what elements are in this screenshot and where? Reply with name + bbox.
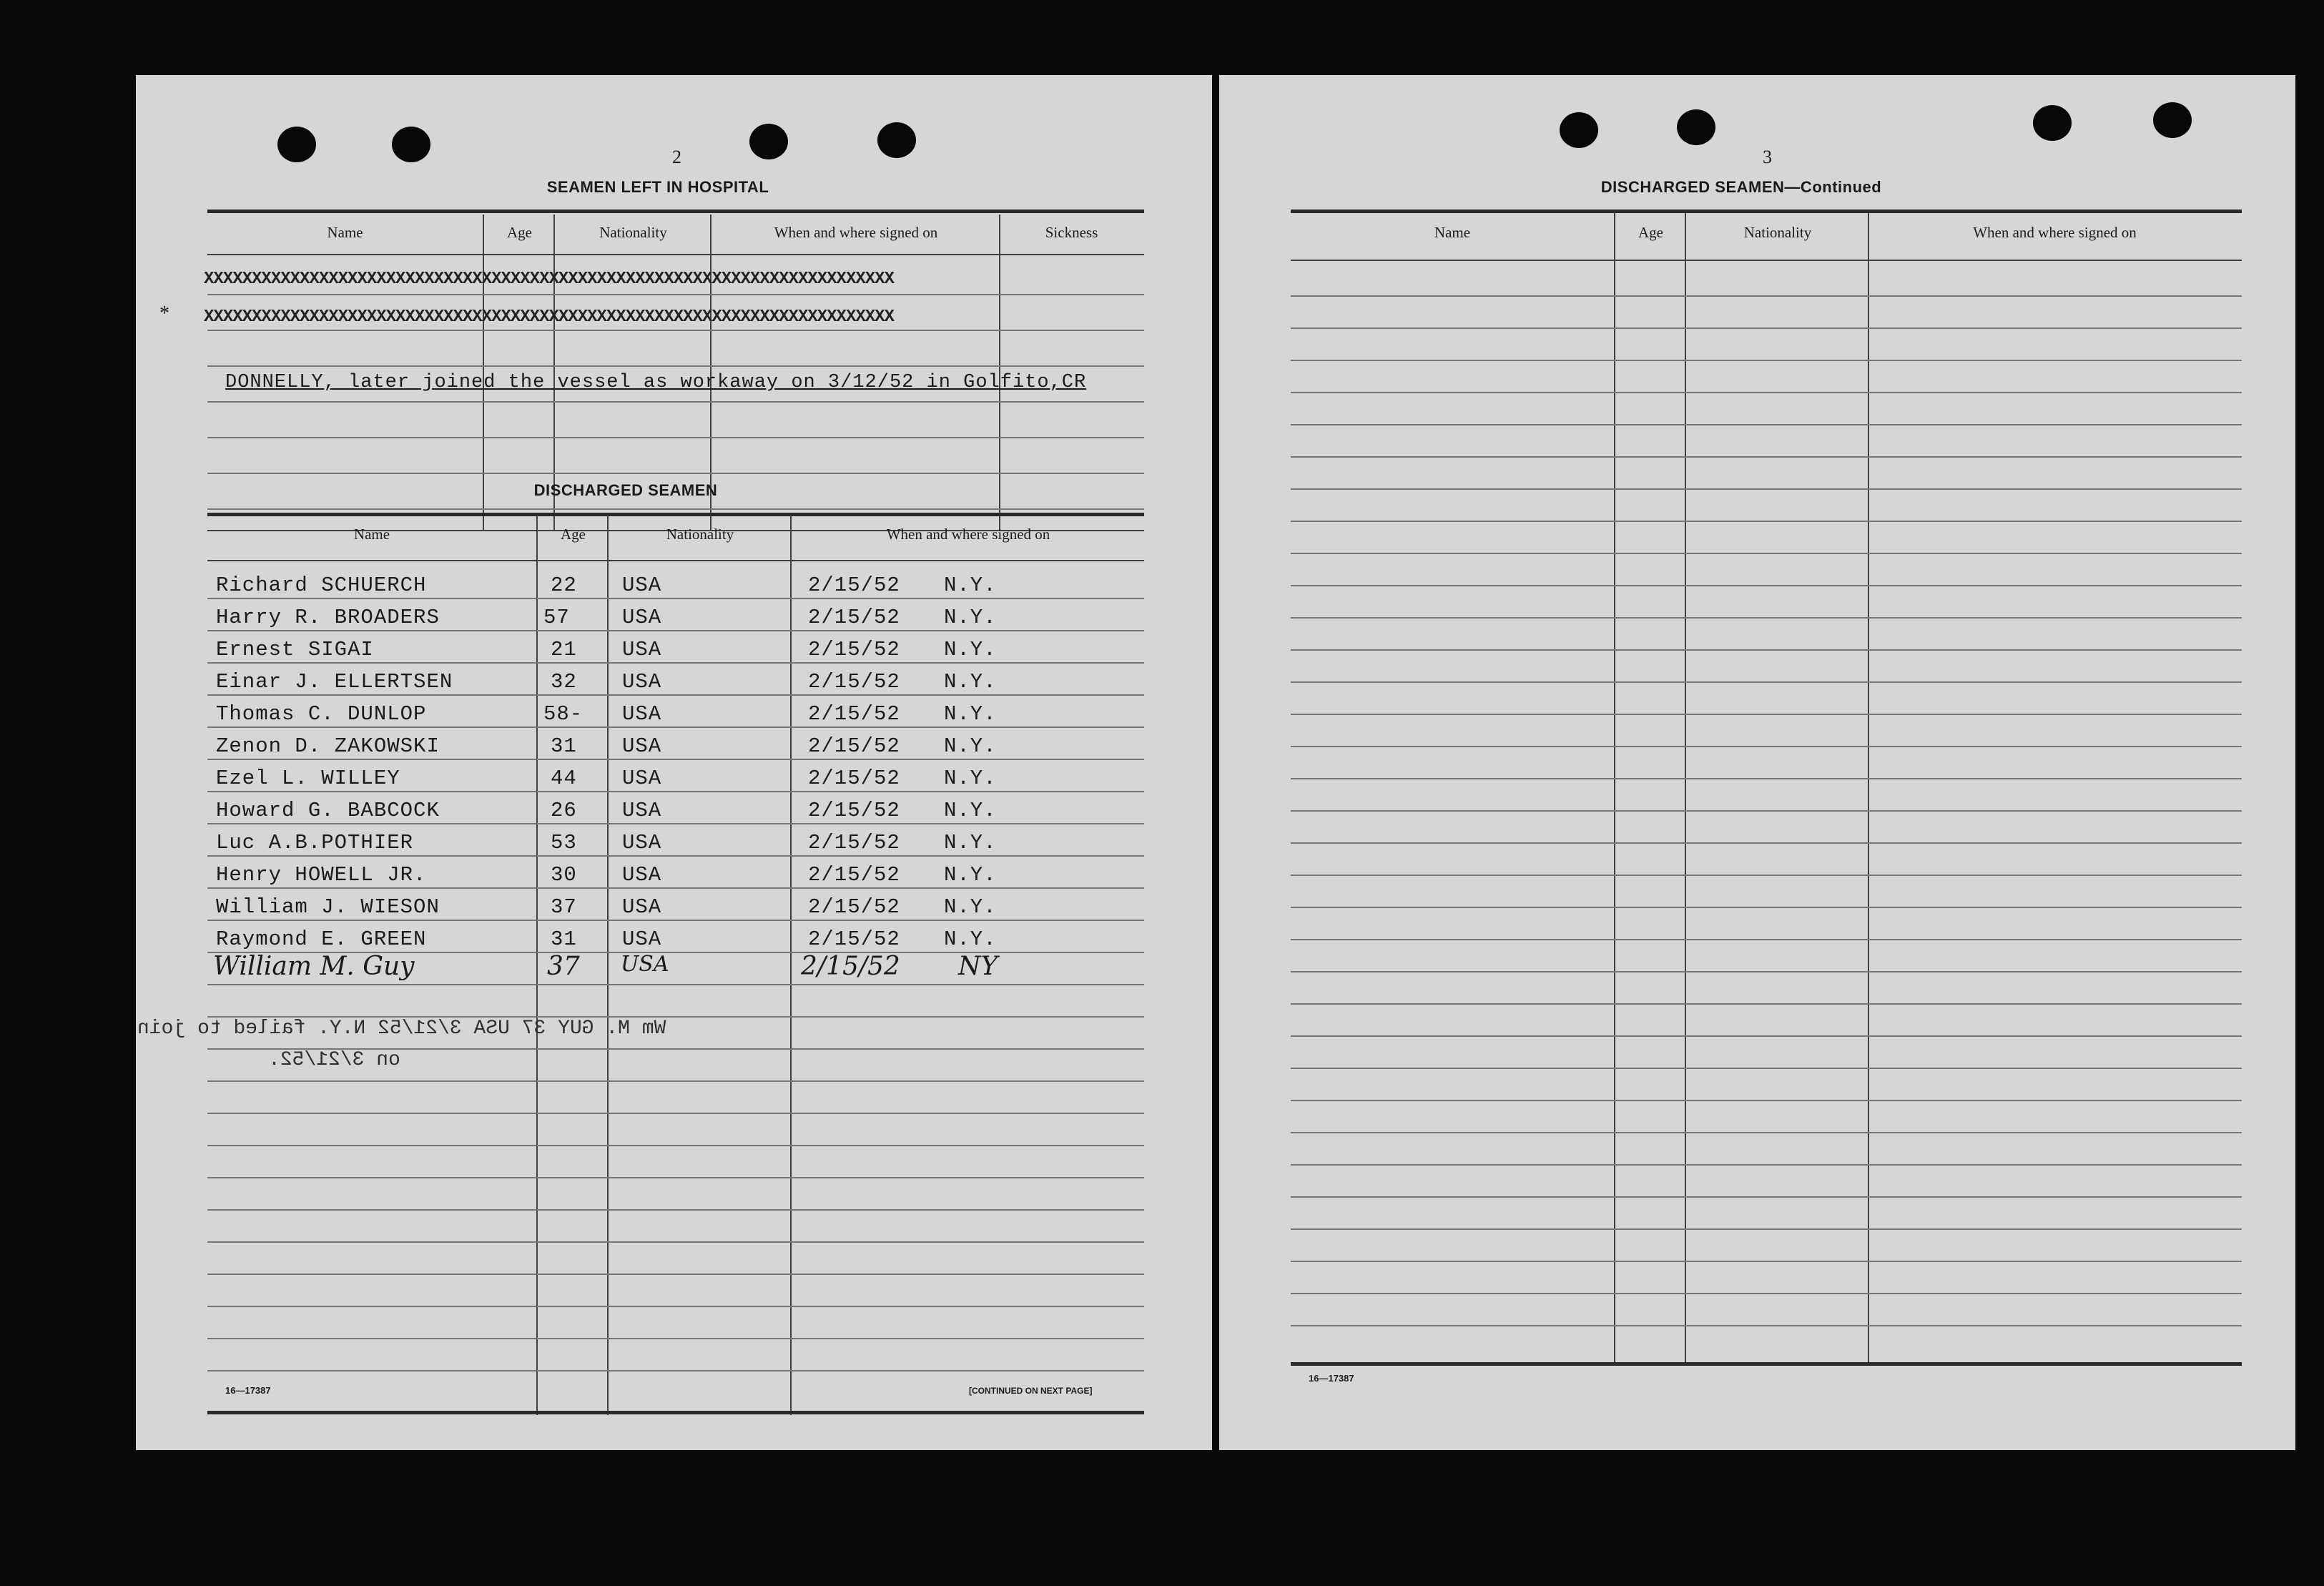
- seaman-name: Raymond E. GREEN: [216, 927, 427, 951]
- discharged-section-title: DISCHARGED SEAMEN: [533, 481, 718, 499]
- seaman-name: Luc A.B.POTHIER: [216, 831, 414, 854]
- seaman-age: 22: [551, 573, 577, 597]
- table-rule: [207, 254, 1144, 255]
- seaman-nationality: USA: [622, 638, 662, 661]
- column-divider: [607, 516, 609, 1415]
- punch-hole: [2153, 102, 2192, 138]
- hospital-note: DONNELLY, later joined the vessel as workaway on 3/12/52 in Golfito,CR: [225, 372, 1087, 393]
- signed-on-date: 2/15/52: [808, 702, 900, 726]
- punch-hole: [392, 127, 430, 162]
- seaman-name: Zenon D. ZAKOWSKI: [216, 734, 440, 758]
- seaman-nationality: USA: [622, 895, 662, 919]
- punch-hole: [749, 124, 788, 159]
- column-divider: [536, 516, 538, 1415]
- col-header-signed-on: When and where signed on: [1973, 224, 2137, 241]
- punch-hole: [1677, 109, 1715, 145]
- seaman-age: 21: [551, 638, 577, 661]
- column-divider: [1685, 212, 1686, 1365]
- signed-on-date: 2/15/52: [808, 638, 900, 661]
- seaman-nationality: USA: [622, 573, 662, 597]
- signed-on-date: 2/15/52: [808, 927, 900, 951]
- seaman-nationality: USA: [622, 734, 662, 758]
- form-number: 16—17387: [225, 1385, 271, 1396]
- seaman-nationality: USA: [622, 670, 662, 694]
- col-header-nationality: Nationality: [1743, 224, 1812, 241]
- discharged-continued-title: DISCHARGED SEAMEN—Continued: [1600, 178, 1882, 196]
- seaman-age: 26: [551, 799, 577, 822]
- column-divider: [1614, 212, 1615, 1365]
- seaman-name: Ezel L. WILLEY: [216, 767, 400, 790]
- table-rule: [207, 560, 1144, 561]
- punch-hole: [277, 127, 316, 162]
- seaman-age: 31: [551, 927, 577, 951]
- col-header-name: Name: [1434, 224, 1471, 241]
- col-header-name: Name: [327, 224, 363, 241]
- signed-on-place: N.Y.: [944, 702, 997, 726]
- table-rule: [207, 513, 1144, 516]
- column-divider: [1868, 212, 1869, 1365]
- table-rule: [1291, 260, 2242, 261]
- col-header-age: Age: [1638, 224, 1663, 241]
- col-header-age: Age: [507, 224, 532, 241]
- col-header-age: Age: [561, 526, 586, 543]
- seaman-age: 58-: [543, 702, 584, 726]
- handwritten-nationality: USA: [621, 952, 669, 977]
- signed-on-date: 2/15/52: [808, 573, 900, 597]
- bleedthrough-text: on 3/21/52.: [268, 1049, 400, 1071]
- seaman-name: Ernest SIGAI: [216, 638, 374, 661]
- seaman-nationality: USA: [622, 799, 662, 822]
- bleedthrough-text: Wm M. GUY 37 USA 3/21/52 N.Y. failed to join: [137, 1018, 666, 1040]
- signed-on-date: 2/15/52: [808, 831, 900, 854]
- signed-on-place: N.Y.: [944, 799, 997, 822]
- punch-hole: [2033, 105, 2072, 141]
- seaman-nationality: USA: [622, 767, 662, 790]
- seaman-age: 30: [551, 863, 577, 887]
- signed-on-place: N.Y.: [944, 573, 997, 597]
- handwritten-age: 37: [547, 952, 580, 981]
- signed-on-place: N.Y.: [944, 831, 997, 854]
- seaman-nationality: USA: [622, 831, 662, 854]
- table-rule: [1291, 210, 2242, 213]
- punch-hole: [1560, 112, 1598, 148]
- signed-on-place: N.Y.: [944, 670, 997, 694]
- table-rule: [207, 210, 1144, 213]
- seaman-name: Henry HOWELL JR.: [216, 863, 427, 887]
- punch-hole: [877, 122, 916, 158]
- page-number: 2: [672, 147, 681, 167]
- signed-on-date: 2/15/52: [808, 670, 900, 694]
- seaman-name: William J. WIESON: [216, 895, 440, 919]
- col-header-signed-on: When and where signed on: [886, 526, 1050, 543]
- seaman-name: Richard SCHUERCH: [216, 573, 427, 597]
- handwritten-date: 2/15/52: [801, 952, 900, 981]
- seaman-name: Harry R. BROADERS: [216, 606, 440, 629]
- seaman-name: Einar J. ELLERTSEN: [216, 670, 453, 694]
- signed-on-place: N.Y.: [944, 734, 997, 758]
- seaman-age: 32: [551, 670, 577, 694]
- col-header-name: Name: [353, 526, 390, 543]
- signed-on-date: 2/15/52: [808, 799, 900, 822]
- signed-on-place: N.Y.: [944, 767, 997, 790]
- signed-on-place: N.Y.: [944, 606, 997, 629]
- col-header-nationality: Nationality: [599, 224, 667, 241]
- column-divider: [790, 516, 792, 1415]
- hospital-section-title: SEAMEN LEFT IN HOSPITAL: [546, 178, 769, 196]
- table-rule: [207, 1411, 1144, 1414]
- left-page: [136, 75, 1212, 1450]
- col-header-nationality: Nationality: [666, 526, 734, 543]
- seaman-age: 53: [551, 831, 577, 854]
- crossed-out-entry: XXXXXXXXXXXXXXXXXXXXXXXXXXXXXXXXXXXXXXXXXXXXXXXXXXXXXXXXXXXXXXXXXXXXXXXX: [204, 270, 894, 289]
- signed-on-place: N.Y.: [944, 927, 997, 951]
- signed-on-place: N.Y.: [944, 638, 997, 661]
- signed-on-place: N.Y.: [944, 895, 997, 919]
- col-header-signed-on: When and where signed on: [774, 224, 938, 241]
- seaman-age: 31: [551, 734, 577, 758]
- signed-on-date: 2/15/52: [808, 734, 900, 758]
- seaman-name: Thomas C. DUNLOP: [216, 702, 427, 726]
- seaman-nationality: USA: [622, 927, 662, 951]
- signed-on-date: 2/15/52: [808, 895, 900, 919]
- seaman-age: 57: [543, 606, 570, 629]
- right-page: [1219, 75, 2295, 1450]
- crossed-out-entry: XXXXXXXXXXXXXXXXXXXXXXXXXXXXXXXXXXXXXXXXXXXXXXXXXXXXXXXXXXXXXXXXXXXXXXXX: [204, 307, 894, 327]
- signed-on-place: N.Y.: [944, 863, 997, 887]
- page-number: 3: [1763, 147, 1772, 167]
- col-header-sickness: Sickness: [1045, 224, 1098, 241]
- seaman-age: 37: [551, 895, 577, 919]
- signed-on-date: 2/15/52: [808, 606, 900, 629]
- handwritten-place: NY: [958, 952, 998, 981]
- form-number: 16—17387: [1309, 1373, 1354, 1384]
- seaman-name: Howard G. BABCOCK: [216, 799, 440, 822]
- signed-on-date: 2/15/52: [808, 767, 900, 790]
- seaman-nationality: USA: [622, 702, 662, 726]
- seaman-age: 44: [551, 767, 577, 790]
- table-rule: [1291, 1362, 2242, 1366]
- seaman-nationality: USA: [622, 606, 662, 629]
- asterisk-mark: *: [159, 302, 169, 325]
- signed-on-date: 2/15/52: [808, 863, 900, 887]
- seaman-nationality: USA: [622, 863, 662, 887]
- handwritten-name: William M. Guy: [213, 952, 415, 981]
- continued-note: [CONTINUED ON NEXT PAGE]: [969, 1386, 1093, 1396]
